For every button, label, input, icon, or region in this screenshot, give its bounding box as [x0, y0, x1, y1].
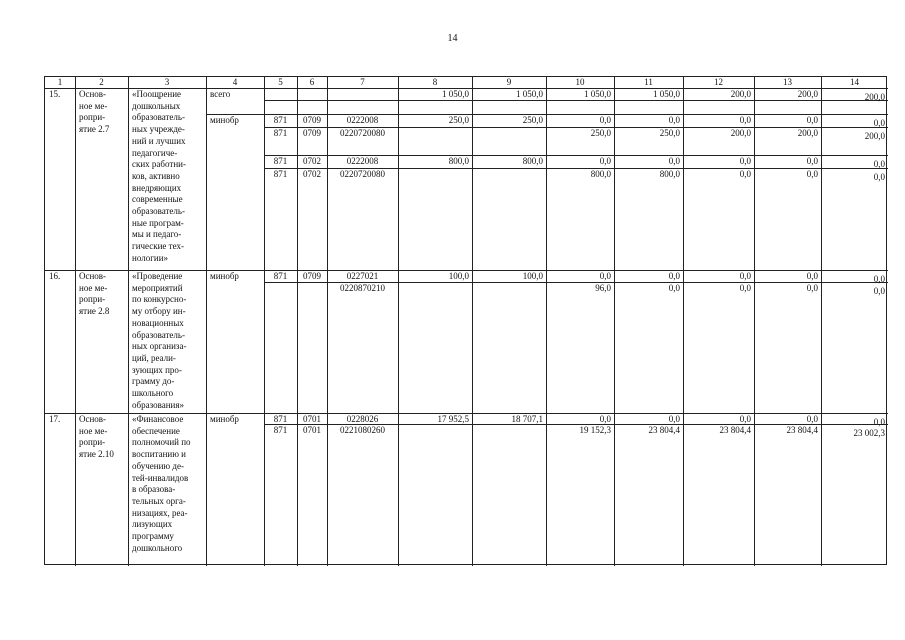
code-cell: 0701	[303, 414, 321, 424]
column-divider	[75, 77, 76, 566]
column-divider	[546, 77, 547, 566]
column-header: 14	[850, 77, 859, 87]
value-cell: 19 152,3	[579, 425, 611, 435]
value-cell: 0,0	[806, 271, 818, 281]
value-cell: 0,0	[739, 283, 751, 293]
measure-type: Основ- ное ме- ропри- ятие 2.10	[79, 414, 114, 460]
value-cell: 200,0	[864, 131, 885, 141]
row-number: 15.	[49, 89, 61, 99]
executor: минобр	[210, 414, 239, 424]
measure-name: «Финансовое обеспечение полномочий по воспитанию и обучению де- тей-инвалидов в образова- тельных орга- низациях, реа- лизующих программу дошкольного	[132, 414, 191, 553]
measure-type: Основ- ное ме- ропри- ятие 2.7	[79, 89, 110, 135]
value-cell: 0,0	[599, 115, 611, 125]
code-cell: 0220870210	[340, 283, 385, 293]
value-cell: 0,0	[873, 159, 885, 169]
value-cell: 250,0	[448, 115, 469, 125]
code-cell: 0709	[303, 128, 321, 138]
column-header: 1	[57, 77, 63, 87]
column-header: 3	[164, 77, 170, 87]
value-cell: 250,0	[659, 128, 680, 138]
column-header: 6	[309, 77, 315, 87]
value-cell: 23 002,3	[853, 428, 885, 438]
measure-name: «Поощрение дошкольных образователь- ных учрежде- ний и лучших педагогиче- ских работни- ков, активно внедряющих современные образователь- ные програм- мы и педаго- гические тех- нологии»	[132, 89, 186, 263]
column-header: 12	[714, 77, 723, 87]
budget-table	[44, 76, 887, 565]
column-header: 2	[99, 77, 104, 87]
value-cell: 0,0	[873, 172, 885, 182]
value-cell: 250,0	[522, 115, 543, 125]
value-cell: 0,0	[599, 271, 611, 281]
column-header: 9	[506, 77, 512, 87]
code-cell: 871	[273, 128, 288, 138]
value-cell: 0,0	[739, 414, 751, 424]
value-cell: 1 050,0	[653, 89, 680, 99]
column-divider	[614, 77, 615, 566]
value-cell: 96,0	[595, 283, 611, 293]
value-cell: 0,0	[873, 118, 885, 128]
value-cell: 0,0	[668, 414, 680, 424]
value-cell: 0,0	[739, 156, 751, 166]
column-divider	[128, 77, 129, 566]
value-cell: 0,0	[739, 115, 751, 125]
executor: всего	[210, 89, 231, 99]
column-header: 8	[432, 77, 438, 87]
code-cell: 0709	[303, 115, 321, 125]
column-divider	[472, 77, 473, 566]
value-cell: 23 804,4	[786, 425, 818, 435]
code-cell: 0702	[303, 156, 321, 166]
row-number: 16.	[49, 271, 61, 281]
page-number: 14	[447, 33, 458, 44]
column-header: 11	[644, 77, 653, 87]
value-cell: 1 050,0	[584, 89, 611, 99]
subrow-divider	[264, 100, 888, 101]
column-divider	[683, 77, 684, 566]
value-cell: 0,0	[873, 274, 885, 284]
column-divider	[264, 77, 265, 566]
code-cell: 0221080260	[340, 425, 385, 435]
value-cell: 100,0	[522, 271, 543, 281]
code-cell: 0222008	[346, 115, 379, 125]
code-cell: 0709	[303, 271, 321, 281]
column-divider	[821, 77, 822, 566]
code-cell: 871	[273, 425, 288, 435]
column-divider	[206, 77, 207, 566]
value-cell: 250,0	[590, 128, 611, 138]
column-header: 7	[360, 77, 365, 87]
value-cell: 0,0	[806, 283, 818, 293]
code-cell: 0220720080	[340, 169, 385, 179]
value-cell: 23 804,4	[648, 425, 680, 435]
value-cell: 0,0	[873, 417, 885, 427]
value-cell: 0,0	[739, 271, 751, 281]
code-cell: 0228026	[346, 414, 379, 424]
value-cell: 800,0	[659, 169, 680, 179]
column-header: 13	[783, 77, 792, 87]
code-cell: 0227021	[346, 271, 379, 281]
row-number: 17.	[49, 414, 61, 424]
value-cell: 0,0	[806, 115, 818, 125]
executor: минобр	[210, 271, 239, 281]
code-cell: 0702	[303, 169, 321, 179]
value-cell: 0,0	[599, 156, 611, 166]
code-cell: 871	[273, 414, 288, 424]
value-cell: 0,0	[668, 115, 680, 125]
executor: минобр	[210, 115, 239, 125]
value-cell: 1 050,0	[516, 89, 543, 99]
code-cell: 0222008	[346, 156, 379, 166]
value-cell: 200,0	[864, 92, 885, 102]
measure-type: Основ- ное ме- ропри- ятие 2.8	[79, 271, 110, 317]
column-header: 4	[232, 77, 238, 87]
code-cell: 871	[273, 169, 288, 179]
value-cell: 200,0	[797, 89, 818, 99]
value-cell: 18 707,1	[511, 414, 543, 424]
value-cell: 0,0	[806, 169, 818, 179]
value-cell: 23 804,4	[719, 425, 751, 435]
value-cell: 800,0	[590, 169, 611, 179]
value-cell: 0,0	[873, 286, 885, 296]
value-cell: 0,0	[806, 414, 818, 424]
code-cell: 871	[273, 271, 288, 281]
value-cell: 200,0	[797, 128, 818, 138]
measure-name: «Проведение мероприятий по конкурсно- му отбору ин- новационных образователь- ных организа- ций, реали- зующих про- грамму до- школьного образования»	[132, 271, 187, 410]
value-cell: 200,0	[730, 89, 751, 99]
column-divider	[327, 77, 328, 566]
value-cell: 1 050,0	[442, 89, 469, 99]
value-cell: 800,0	[522, 156, 543, 166]
column-divider	[297, 77, 298, 566]
code-cell: 0701	[303, 425, 321, 435]
value-cell: 100,0	[448, 271, 469, 281]
column-divider	[754, 77, 755, 566]
value-cell: 17 952,5	[437, 414, 469, 424]
column-header: 5	[278, 77, 283, 87]
code-cell: 871	[273, 115, 288, 125]
value-cell: 0,0	[668, 271, 680, 281]
value-cell: 0,0	[739, 169, 751, 179]
value-cell: 200,0	[730, 128, 751, 138]
column-divider	[398, 77, 399, 566]
value-cell: 0,0	[668, 283, 680, 293]
column-header: 10	[575, 77, 585, 87]
value-cell: 800,0	[448, 156, 469, 166]
value-cell: 0,0	[668, 156, 680, 166]
code-cell: 0220720080	[340, 128, 385, 138]
value-cell: 0,0	[599, 414, 611, 424]
value-cell: 0,0	[806, 156, 818, 166]
code-cell: 871	[273, 156, 288, 166]
